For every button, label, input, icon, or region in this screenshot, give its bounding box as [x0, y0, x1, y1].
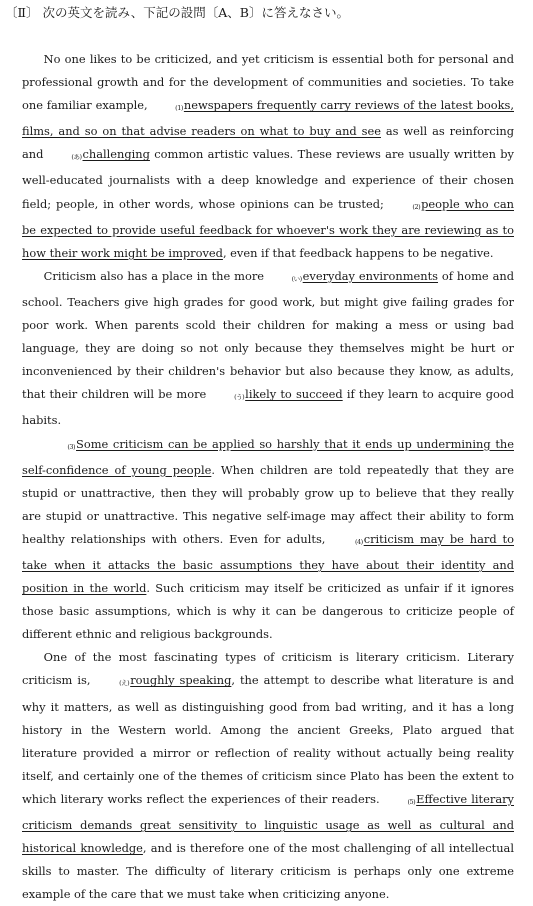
underlined-passage: everyday environments	[302, 268, 439, 283]
underlined-passage: challenging	[82, 147, 150, 162]
text-run: , the attempt to describe what literature is and why it matters, as well as distinguishing good from bad writing, and it has a long history in the Western world. Among the ancient Greeks, Plato argued that literature provided a mirror or reflection of reality without actually being reality itself, and certainly one of the themes of criticism since Plato has been the extent to which literary works reflect the experiences of their readers.	[22, 673, 515, 806]
section-heading	[5, 4, 349, 22]
text-run: One of the most fascinating types of criticism is literary criticism. Literary criticism is,	[22, 650, 514, 688]
underline-marker: (1)	[175, 104, 183, 113]
underline-marker: (い)	[291, 274, 302, 283]
section-instruction: 次の英文を読み、下記の設問〔A、B〕に答えなさい。	[42, 5, 349, 20]
underlined-passage: criticism may be hard to take when it attacks the basic assumptions they have about their identity and position in the world	[22, 531, 514, 596]
text-run: . When children are told repeatedly that they are stupid or unattractive, then they will probably grow up to believe that they really are stupid or unattractive. This negative self-image may affect their ability to form healthy relationships with others. Even for adults,	[22, 462, 514, 546]
text-run: . Such criticism may itself be criticized as unfair if it ignores those basic assumptions, which is why it can be dangerous to criticize people of different ethnic and religious backgrounds.	[22, 581, 514, 642]
text-run: No one likes to be criticized, and yet criticism is essential both for personal and professional growth and for the development of communities and societies. To take one familiar example,	[22, 52, 514, 113]
paragraph-4	[22, 646, 514, 906]
text-run: , even if that feedback happens to be negative.	[222, 245, 494, 260]
underline-marker: (4)	[354, 537, 363, 546]
underlined-passage: Some criticism can be applied so harshly that it ends up undermining the self-confidence of young people	[22, 436, 514, 477]
text-run: if they learn to acquire good habits.	[22, 387, 514, 428]
underlined-passage: people who can be expected to provide useful feedback for whoever's work they are reviewing as to how their work might be improved	[22, 196, 514, 260]
paragraph-3	[22, 433, 514, 647]
underlined-passage: roughly speaking	[130, 673, 232, 688]
underlined-passage: newspapers frequently carry reviews of the latest books, films, and so on that advise readers on what to buy and see	[22, 98, 514, 139]
text-run: common artistic values. These reviews are usually written by well-educated journalists with a deep knowledge and experience of their chosen field; people, in other words, whose opinions can be trusted;	[22, 147, 514, 211]
underline-marker: (あ)	[71, 153, 82, 162]
underline-marker: (え)	[119, 679, 130, 688]
paragraph-2	[22, 265, 514, 433]
text-run: of home and school. Teachers give high grades for good work, but might give failing grades for poor work. When parents scold their children for making a mess or using bad language, they are doing so not only because they themselves might be hurt or inconvenienced by their children's behavior but also because they know, as adults, that their children will be more	[22, 268, 515, 402]
text-run: Criticism also has a place in the more	[43, 268, 268, 283]
paragraph-1	[22, 48, 514, 265]
underlined-passage: Effective literary criticism demands great sensitivity to linguistic usage as well as cultural and historical knowledge	[22, 791, 514, 856]
underlined-passage: likely to succeed	[245, 387, 343, 402]
section-label: 〔Ⅱ〕	[5, 5, 39, 20]
text-run: as well as reinforcing and	[22, 124, 514, 162]
underline-marker: (2)	[412, 202, 421, 211]
underline-marker: (3)	[67, 442, 76, 451]
underline-marker: (う)	[234, 393, 245, 402]
text-run: , and is therefore one of the most challenging of all intellectual skills to master. The difficulty of literary criticism is perhaps only one extreme example of the care that we must take when criticizing anyone.	[22, 841, 514, 902]
underline-marker: (5)	[407, 797, 416, 806]
passage	[22, 48, 514, 906]
